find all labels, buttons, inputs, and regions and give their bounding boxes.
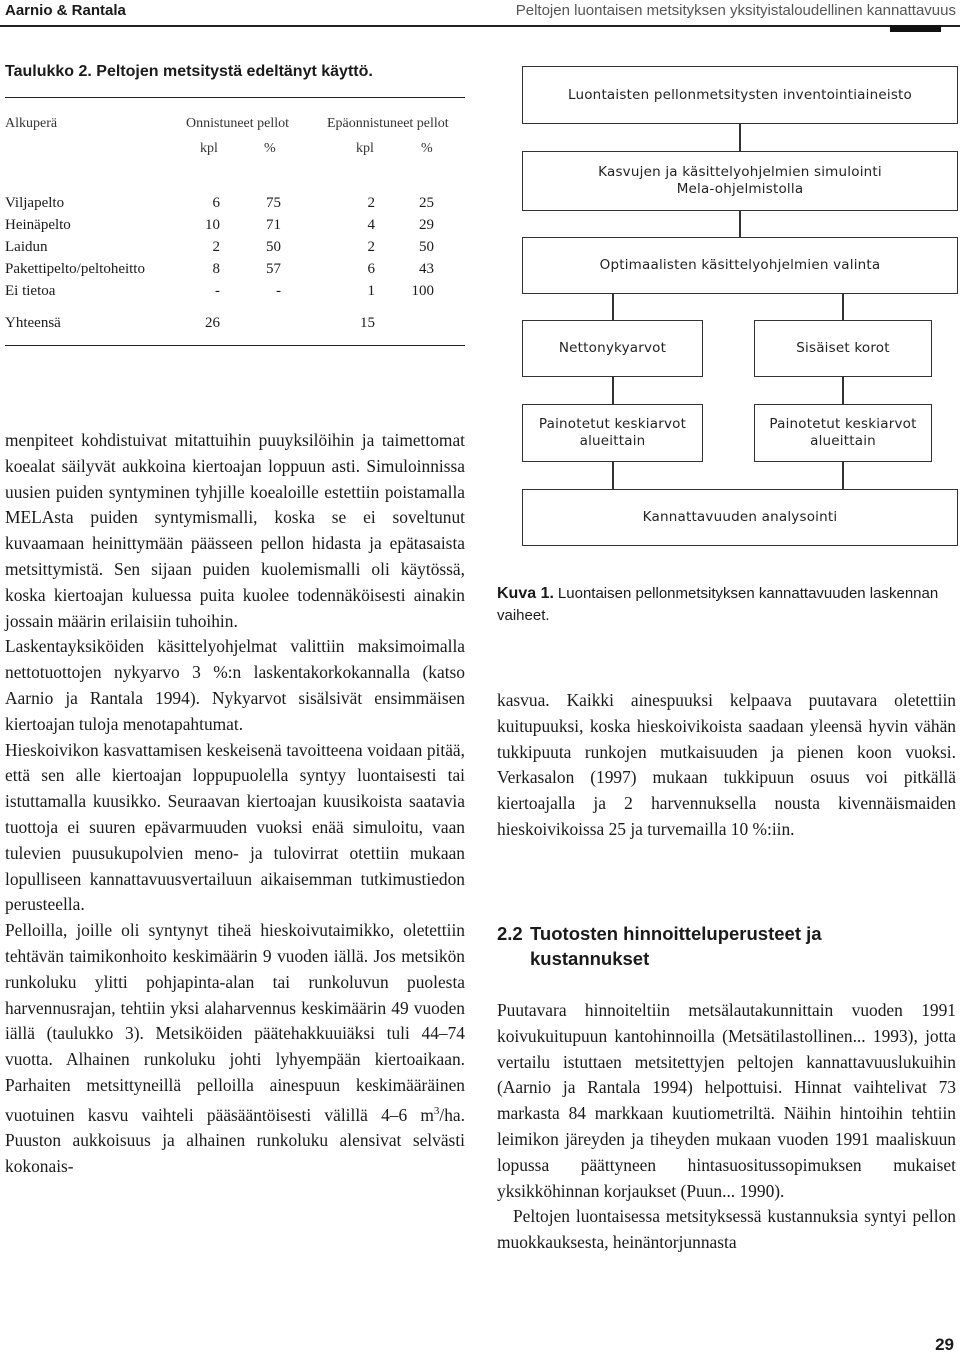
row-success-kpl: - <box>215 283 220 299</box>
row-fail-kpl: 2 <box>367 239 375 255</box>
flow-connector <box>612 377 614 404</box>
row-fail-pct: 25 <box>419 195 434 211</box>
table-sub-pct-fail: % <box>421 141 433 156</box>
paragraph-part: /ha. Puuston aukkoisuus ja alhainen runkoluku alensivat selvästi kokonais- <box>5 1104 465 1177</box>
flow-box-npv-label: Nettonykyarvot <box>558 340 667 356</box>
flow-connector <box>612 462 614 489</box>
flow-box-weighted-irr <box>754 404 932 462</box>
figure-caption <box>497 583 959 627</box>
row-label: Laidun <box>5 239 48 255</box>
row-success-pct: - <box>276 283 281 299</box>
section-heading <box>497 921 917 971</box>
table-top-rule <box>5 97 465 98</box>
body-column-left <box>5 428 465 1180</box>
row-success-pct: 71 <box>266 217 281 233</box>
row-label: Viljapelto <box>5 195 65 211</box>
paragraph: Puutavara hinnoiteltiin metsälautakunnittain vuoden 1991 koivukuitupuun kantohinnoilla (Metsätilastollinen... 1993), jotta vertailu istuttaen metsitettyjen peltojen kannattavuuslukuihin (Aarnio ja Rantala 1994) helpottuisi. Hinnat vaihtelivat 73 markasta 84 markkaan kuutiometriltä. Näihin hintoihin tehtiin leimikon järeyden ja tiheyden mukaan vuoden 1991 maaliskuun lopussa päättyneen hintasuositussopimuksen mukaiset yksikköhinnan korjaukset (Puun... 1990). <box>497 1000 956 1201</box>
flow-box-weighted-npv <box>522 404 703 462</box>
total-label: Yhteensä <box>5 315 61 331</box>
row-fail-kpl: 4 <box>367 217 375 233</box>
row-fail-pct: 43 <box>419 261 434 277</box>
superscript: 3 <box>433 1104 440 1117</box>
table-col-origin: Alkuperä <box>5 116 58 131</box>
flow-connector <box>842 294 844 320</box>
flow-box-analysis-label: Kannattavuuden analysointi <box>642 509 838 525</box>
paragraph: kasvua. Kaikki ainespuuksi kelpaava puutavara oletettiin kuitupuuksi, koska hieskoivikoista saadaan yleensä hyvin vähän tukkipuuta runkojen mutkaisuuden ja pienen koon vuoksi. Verkasalon (1997) mukaan tukkipuun osuus voi pitkällä kiertoajalla ja 2 harvennuksella nousta kivennäismaiden hieskoivikoissa 25 ja turvemailla 10 %:iin. <box>497 690 956 839</box>
header-authors: Aarnio & Rantala <box>5 2 126 19</box>
header-running-title: Peltojen luontaisen metsityksen yksityistaloudellinen kannattavuus <box>515 2 956 19</box>
row-success-pct: 57 <box>266 261 281 277</box>
flow-box-analysis <box>522 489 958 546</box>
flow-box-inventory-label: Luontaisten pellonmetsitysten inventointiaineisto <box>567 86 913 103</box>
row-fail-kpl: 6 <box>367 261 375 277</box>
flow-connector <box>739 124 741 151</box>
flow-connector <box>739 211 741 237</box>
paragraph: Laskentayksiköiden käsittelyohjelmat valittiin maksimoimalla nettotuottojen nykyarvo 3 %:n laskentakorkokannalla (katso Aarnio ja Rantala 1994). Nykyarvot sisälsivät ensimmäisen kiertoajan tuloja menotapahtumat. <box>5 636 465 734</box>
row-label: Ei tietoa <box>5 283 56 299</box>
row-success-kpl: 6 <box>212 195 220 211</box>
flow-connector <box>842 462 844 489</box>
paragraph-part: Pelloilla, joille oli syntynyt tiheä hieskoivutaimikko, oletettiin tehtävän taimikonhoito keskimäärin 9 vuoden iällä. Jos metsikön runkoluku ylitti pohjapinta-alan tai runkoluvun puolesta harvennusrajan, tehtiin yksi alaharvennus keskimäärin 49 vuoden iällä (taulukko 3). Metsiköiden päätehakkuuiäksi tuli 44–74 vuotta. Alhainen runkoluku johti lyhyempään kiertoaikaan. Parhaiten metsittyneillä pelloilla ainespuun keskimääräinen vuotuinen kasvu vaihteli pääsääntöisesti välillä 4–6 m <box>5 920 465 1125</box>
flow-box-weighted-irr-line1: Painotetut keskiarvot <box>769 416 917 432</box>
header-rule <box>0 25 960 27</box>
row-success-pct: 50 <box>266 239 281 255</box>
row-success-pct: 75 <box>266 195 281 211</box>
paragraph: Hieskoivikon kasvattamisen keskeisenä tavoitteena voidaan pitää, että sen alle kiertoajan loppupuolella syntyy luontaisesti tai istuttamalla kuusikko. Seuraavan kiertoajan kuusikoista saatavia tuottoja ei suuren epävarmuuden vuoksi enää simuloitu, vaan tulevien puusukupolvien meno- ja tulovirrat otettiin mukaan lopulliseen kannattavuusvertailuun aikaisemman tutkimustiedon perusteella. <box>5 739 465 915</box>
row-label: Pakettipelto/peltoheitto <box>5 261 145 277</box>
total-fail-kpl: 15 <box>360 315 375 331</box>
flow-box-optimal <box>522 237 958 294</box>
flow-box-simulation-line2: Mela-ohjelmistolla <box>676 181 804 197</box>
header-marker-block <box>890 25 941 32</box>
flow-box-weighted-npv-line2: alueittain <box>579 433 646 449</box>
row-success-kpl: 2 <box>212 239 220 255</box>
flow-connector <box>612 294 614 320</box>
total-success-kpl: 26 <box>205 315 220 331</box>
row-success-kpl: 8 <box>212 261 220 277</box>
table-bottom-rule <box>5 345 465 346</box>
paragraph <box>5 918 465 1180</box>
flow-box-optimal-label: Optimaalisten käsittelyohjelmien valinta <box>599 257 881 273</box>
row-label: Heinäpelto <box>5 217 71 233</box>
table-sub-kpl-fail: kpl <box>356 141 374 156</box>
table-sub-kpl-success: kpl <box>200 141 218 156</box>
section-title-line2: kustannukset <box>530 948 650 969</box>
flow-box-irr-label: Sisäiset korot <box>796 340 890 356</box>
flow-box-simulation <box>522 151 958 211</box>
flow-connector <box>842 377 844 404</box>
flow-box-simulation-line1: Kasvujen ja käsittelyohjelmien simulointi <box>598 164 882 180</box>
row-fail-kpl: 2 <box>367 195 375 211</box>
flow-box-inventory <box>522 66 958 124</box>
table-col-success: Onnistuneet pellot <box>186 116 290 131</box>
figure-caption-label: Kuva 1. <box>497 585 554 602</box>
table-col-fail: Epäonnistuneet pellot <box>327 116 449 131</box>
table-sub-pct-success: % <box>264 141 276 156</box>
flow-box-irr <box>754 320 932 377</box>
row-fail-pct: 50 <box>419 239 434 255</box>
flow-box-weighted-npv-line1: Painotetut keskiarvot <box>538 416 687 432</box>
row-fail-pct: 29 <box>419 217 434 233</box>
row-fail-pct: 100 <box>411 283 434 299</box>
paragraph: Peltojen luontaisessa metsityksessä kustannuksia syntyi pellon muokkauksesta, heinäntorjunnasta <box>497 1206 956 1253</box>
body-column-right-top <box>497 688 956 843</box>
row-success-kpl: 10 <box>205 217 220 233</box>
section-number: 2.2 <box>497 923 523 944</box>
row-fail-kpl: 1 <box>367 283 375 299</box>
paragraph: menpiteet kohdistuivat mitattuihin puuyksilöihin ja taimettomat koealat säilyvät aukkoina kiertoajan loppuun asti. Simuloinnissa uusien puiden syntyminen tyhjille koealoille estettiin poistamalla MELAsta puiden syntymismalli, koska se ei soveltunut kuvaamaan heinittymään päässeen pellon hidasta ja epätasaista metsittymistä. Sen sijaan puiden kuolemismalli oli käytössä, koska kiertoajan kuluessa puita kuolee todennäköisesti ainakin jossain määrin erilaisiin tuhoihin. <box>5 430 465 631</box>
flow-box-weighted-irr-line2: alueittain <box>810 433 876 449</box>
page-number: 29 <box>935 1335 954 1354</box>
table-title: Taulukko 2. Peltojen metsitystä edeltänyt käyttö. <box>5 63 373 80</box>
body-column-right-bottom <box>497 998 956 1256</box>
section-title-line1: Tuotosten hinnoitteluperusteet ja <box>530 923 822 944</box>
figure-caption-text: Luontaisen pellonmetsityksen kannattavuuden laskennan vaiheet. <box>497 585 939 624</box>
flow-box-npv <box>522 320 703 377</box>
